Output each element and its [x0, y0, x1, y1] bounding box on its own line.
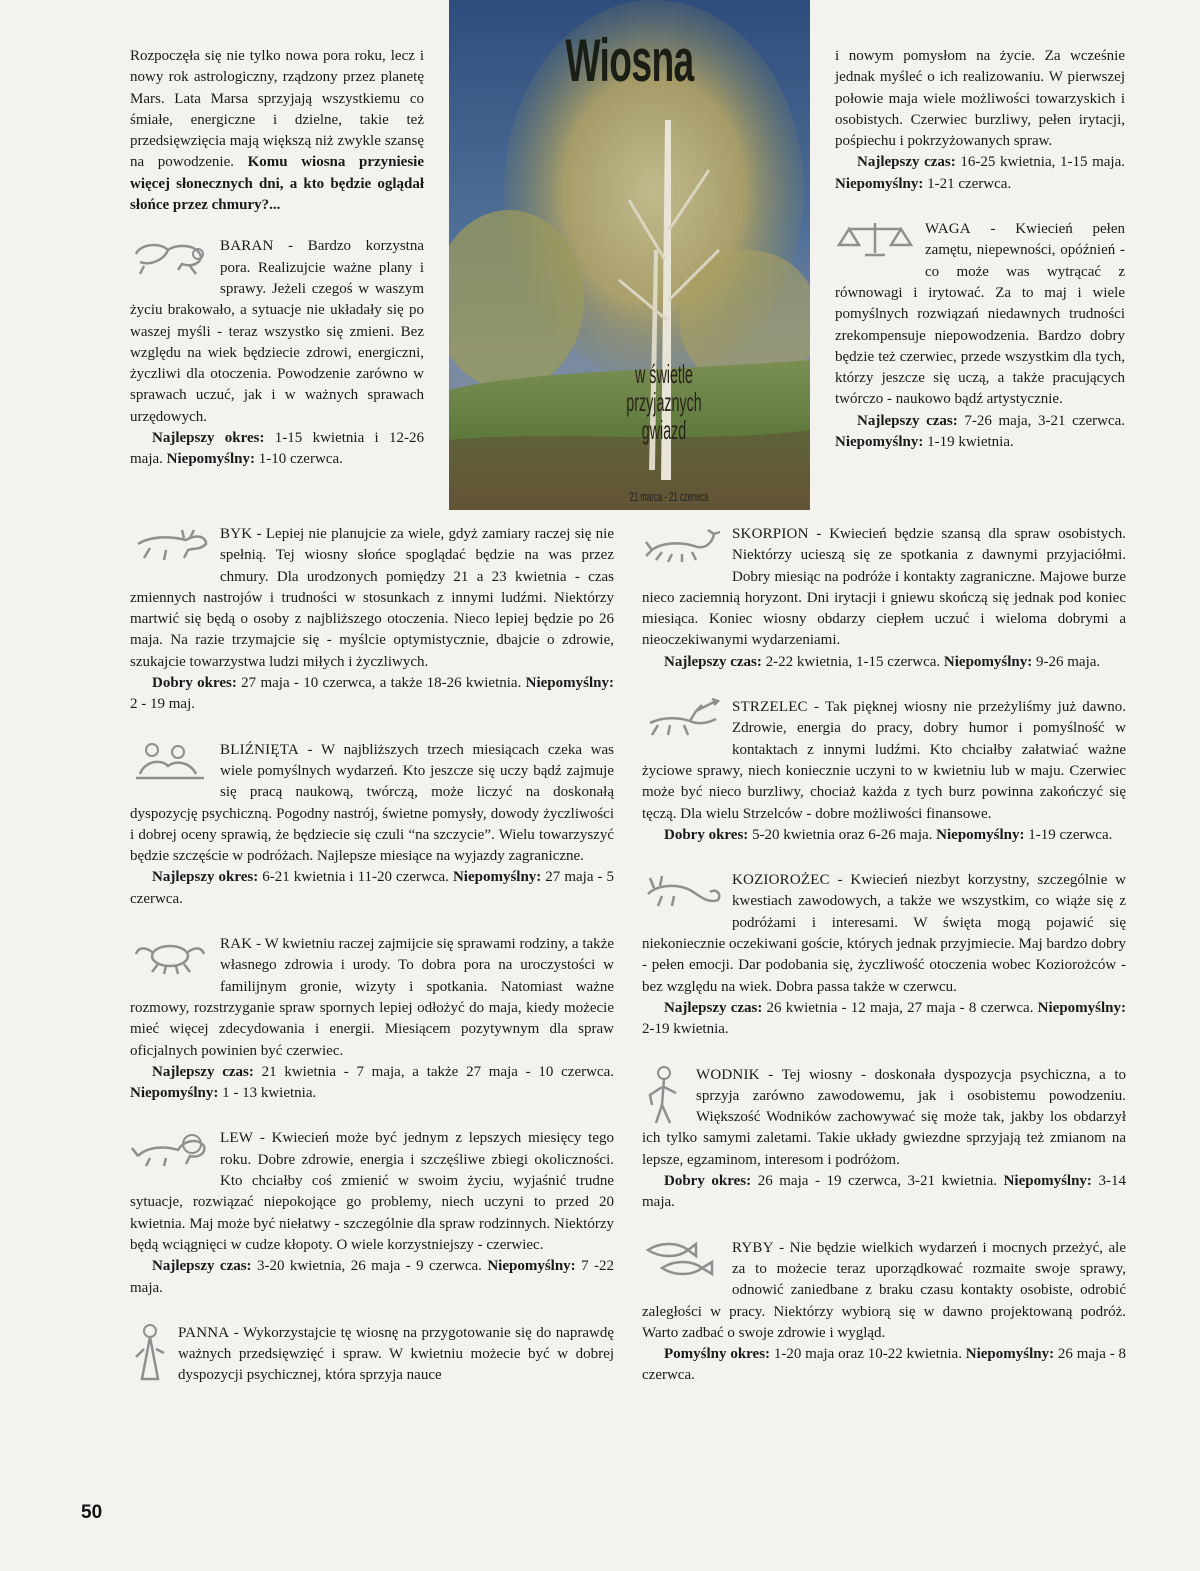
- entry-koziorozec: [642, 870, 1126, 1040]
- pisces-icon: [642, 1238, 724, 1280]
- best-label: Najlepszy czas:: [857, 154, 956, 171]
- bad-label: Niepomyślny:: [835, 175, 924, 192]
- scorpio-icon: [642, 524, 724, 566]
- intro-text: [130, 46, 424, 216]
- bad-label: Niepomyślny:: [1003, 1173, 1092, 1190]
- sagittarius-icon: [642, 697, 724, 739]
- entry-waga: [835, 219, 1125, 453]
- sign-name: WODNIK: [696, 1066, 760, 1083]
- entry-skorpion: [642, 524, 1126, 673]
- bad-label: Niepomyślny:: [835, 434, 924, 451]
- bad-dates: 2-19 kwietnia.: [642, 1021, 729, 1038]
- best-dates: 6-21 kwietnia i 11-20 czerwca.: [258, 869, 449, 886]
- sign-name: BYK: [220, 526, 253, 542]
- best-dates: 26 maja - 19 czerwca, 3-21 kwietnia.: [751, 1173, 998, 1190]
- sign-dates: [835, 152, 1125, 195]
- page-number: 50: [81, 1502, 103, 1523]
- best-dates: 5-20 kwietnia oraz 6-26 maja.: [748, 826, 933, 843]
- best-label: Najlepszy czas:: [152, 1063, 254, 1080]
- aquarius-icon: [642, 1065, 688, 1125]
- taurus-icon: [130, 524, 212, 566]
- entry-rak: [130, 934, 614, 1104]
- best-label: Dobry okres:: [152, 675, 237, 692]
- entry-strzelec: [642, 697, 1126, 846]
- intro-paragraph: Rozpoczęła się nie tylko nowa pora roku, lecz i nowy rok astrologiczny, rządzony przez planetę Mars. Lata Marsa sprzyjają wszystkiemu co śmiałe, energiczne i dzielne, takie też przedsięwzięcia mają większą niż zwykle szansę na powodzenie.: [130, 48, 424, 171]
- intro-question: Komu wiosna przyniesie więcej słonecznych dni, a kto będzie oglądał słońce przez chmury?...: [130, 154, 424, 214]
- sign-dates: [130, 1062, 614, 1105]
- left-column: [130, 524, 614, 1387]
- sign-text: - Tej wiosny - doskonała dyspozycja psychiczna, a to sprzyja zarówno zawodowemu, jak i osobistemu powodzeniu. Większość Wodników zachowywać się może tak, jakby los obdarzył ich tylko samymi zaletami. Takie układy gwiezdne sprzyjają też zmianom na lepsze, egzaminom, interesom i podróżom.: [642, 1066, 1126, 1168]
- photo-subtitle: [595, 360, 733, 444]
- bad-dates: 2 - 19 maj.: [130, 696, 195, 713]
- best-dates: 1-15 kwietnia i 12-26 maja.: [130, 430, 424, 468]
- sign-name: STRZELEC: [732, 699, 808, 716]
- bad-dates: 1-10 czerwca.: [255, 451, 343, 468]
- best-dates: 16-25 kwietnia, 1-15 maja.: [955, 154, 1126, 171]
- bad-label: Niepomyślny:: [452, 869, 542, 886]
- best-dates: 26 kwietnia - 12 maja, 27 maja - 8 czerwca.: [762, 999, 1034, 1016]
- sign-text: - Kwiecień może być jednym z lepszych miesięcy tego roku. Dobre zdrowie, energia i szczęśliwe zbiegi okoliczności. Kto chciałby coś zmienić w swoim życiu, wyjaśnić trudne sytuacje, rozwiązać niepokojące go problemy, niech uczyni to przed 20 kwietnia. Maj może być niełatwy - szczególnie dla spraw rodzinnych. Niektórzy będą wciągnięci w cudze kłopoty. O wiele korzystniejszy - czerwiec.: [130, 1130, 614, 1253]
- sign-text: - Tak pięknej wiosny nie przeżyliśmy już dawno. Zdrowie, energia do pracy, dobry humor i pomyślność w kontaktach z innymi ludźmi. Kto chciałby załatwiać ważne życiowe sprawy, niech koniecznie uczyni to w kwietniu lub w maju. Czerwiec może być nieco burzliwy, chociaż każda z tych burz powinna zakończyć się tęczą. Dla wielu Strzelców - dobre możliwości finansowe.: [642, 699, 1126, 822]
- bad-label: Niepomyślny:: [130, 1085, 219, 1102]
- entry-wodnik: [642, 1065, 1126, 1214]
- best-label: Najlepszy czas:: [664, 999, 763, 1016]
- best-dates: 3-20 kwietnia, 26 maja - 9 czerwca.: [251, 1258, 482, 1275]
- bad-dates: 1 - 13 kwietnia.: [218, 1085, 317, 1102]
- bad-dates: 7 -22 maja.: [130, 1258, 615, 1296]
- panna-continued: i nowym pomysłom na życie. Za wcześnie jednak myśleć o ich realizowaniu. W pierwszej połowie maja wiele możliwości towarzyskich i osobistych. Czerwiec burzliwy, pełen irytacji, pośpiechu i pokrzyżowanych spraw.: [835, 48, 1125, 150]
- leo-icon: [130, 1128, 212, 1170]
- cancer-icon: [130, 934, 212, 976]
- best-dates: 21 kwietnia - 7 maja, a także 27 maja - 10 czerwca.: [253, 1063, 615, 1080]
- sign-name: BLIŹNIĘTA: [220, 741, 299, 758]
- sign-text: - Kwiecień pełen zamętu, niepewności, opóźnień - co może was wytrącać z równowagi i irytować. Za to maj i wiele pomyślnych rozwiązań niedawnych trudności zrekompensuje niepowodzenia. Bardzo dobry będzie też czerwiec, przede wszystkim dla tych, którzy jeszcze się uczą, a także pracujących twórczo - naukowo bądź artystycznie.: [835, 221, 1125, 408]
- entry-lew: [130, 1128, 614, 1298]
- right-top-column: [835, 46, 1125, 453]
- best-label: Najlepszy czas:: [664, 653, 762, 670]
- photo-subtitle-line: przyjaznych: [626, 387, 702, 417]
- bad-label: Niepomyślny:: [943, 653, 1033, 670]
- best-label: Dobry okres:: [664, 826, 749, 843]
- bad-label: Niepomyślny:: [1037, 999, 1127, 1016]
- best-dates: 1-20 maja oraz 10-22 kwietnia.: [770, 1346, 962, 1363]
- sign-dates: [642, 825, 1126, 846]
- bad-label: Niepomyślny:: [965, 1346, 1055, 1363]
- entry-baran: [130, 236, 424, 470]
- right-column: [642, 524, 1126, 1387]
- sign-text: - Nie będzie wielkich wydarzeń i mocnych przeżyć, ale za to możecie teraz uporządkować rozmaite swoje sprawy, odnowić zaniedbane z braku czasu kontakty osobiste, odrobić zaległości w pracy. Niektórzy wybiorą się w dawno projektowaną podróż. Warto zadbać o swoje zdrowie i wygląd.: [642, 1239, 1126, 1341]
- sign-name: KOZIOROŻEC: [732, 872, 830, 889]
- bad-dates: 26 maja - 8 czerwca.: [642, 1346, 1126, 1384]
- virgo-icon: [130, 1323, 170, 1383]
- entry-blizneta: [130, 740, 614, 910]
- sign-dates: [130, 1256, 614, 1299]
- sign-name: WAGA: [925, 221, 971, 238]
- sign-dates: [642, 1344, 1126, 1387]
- sign-text: - Lepiej nie planujcie za wiele, gdyż zamiary raczej się nie spełnią. Tej wiosny słońce spoglądać będzie na was przez chmury. Dla urodzonych pomiędzy 21 a 23 kwietnia - czas zmiennych nastrojów i trudności w stosunkach z innymi ludźmi. Niektórzy martwić się będą o osoby z najbliższego otoczenia. Nieco lepiej będzie po 26 maja. Na razie trzymajcie się - myślcie optymistycznie, dbajcie o zdrowie, szukajcie towarzystwa ludzi miłych i życzliwych.: [130, 526, 614, 670]
- sign-dates: [642, 652, 1126, 673]
- bad-dates: 9-26 maja.: [1032, 653, 1101, 670]
- capricorn-icon: [642, 870, 724, 912]
- best-label: Najlepszy czas:: [152, 1258, 252, 1275]
- entry-ryby: [642, 1238, 1126, 1387]
- sign-text: - Kwiecień będzie szansą dla spraw osobistych. Niektórzy ucieszą się ze spotkania z dawnymi przyjaciółmi. Dobry miesiąc na podróże i kontakty zagraniczne. Majowe burze nieco zaciemnią horyzont. Dni irytacji i gniewu skończą się jednak pod koniec miesiąca. Koniec wiosny obdarzy ciepłem uczuć i wieloma dobrymi a nieoczekiwanymi wydarzeniami.: [642, 526, 1126, 649]
- sign-text: - W kwietniu raczej zajmijcie się sprawami rodziny, a także własnego zdrowia i urody. To dobra pora na uroczystości w familijnym gronie, wizyty i spotkania. Natomiast ważne rozmowy, rozstrzyganie spraw spornych lepiej odłożyć do maja, kiedy możecie mieć więcej zdecydowania i energii. Miesiącem pozytywnym dla spraw oficjalnych powinien być czerwiec.: [130, 936, 614, 1059]
- sign-name: RYBY: [732, 1239, 774, 1256]
- bad-label: Niepomyślny:: [166, 451, 255, 468]
- left-top-column: [130, 46, 424, 471]
- sign-text: - Wykorzystajcie tę wiosnę na przygotowanie się do naprawdę ważnych przedsięwzięć i spraw. W kwietniu możecie być w dobrej dyspozycji psychicznej, która sprzyja nauce: [178, 1324, 614, 1384]
- best-dates: 27 maja - 10 czerwca, a także 18-26 kwietnia.: [236, 675, 522, 692]
- best-label: Najlepszy czas:: [857, 412, 958, 429]
- sign-dates: [835, 411, 1125, 454]
- sign-name: LEW: [220, 1130, 254, 1147]
- bad-dates: 1-19 kwietnia.: [923, 434, 1014, 451]
- libra-icon: [835, 219, 917, 261]
- bad-label: Niepomyślny:: [487, 1258, 576, 1275]
- bad-dates: 1-21 czerwca.: [923, 175, 1012, 192]
- sign-dates: [130, 867, 614, 910]
- photo-subtitle-line: w świetle: [634, 359, 694, 389]
- sign-name: RAK: [220, 936, 253, 953]
- entry-panna: [130, 1323, 614, 1387]
- bad-dates: 27 maja - 5 czerwca.: [130, 869, 614, 907]
- sign-dates: [642, 1171, 1126, 1214]
- photo-dates: 21 marca - 21 czerwca: [629, 489, 709, 504]
- best-label: Najlepszy okres:: [152, 430, 265, 447]
- gemini-icon: [130, 740, 212, 782]
- sign-text: - Kwiecień niezbyt korzystny, szczególnie w kwestiach zawodowych, a także we wszystkim, co wiąże się z podróżami i interesami. W święta mogą pojawić się niekoniecznie oczekiwani goście, których jednak przyjmiecie. Maj bardzo dobry - pełen emocji. Dar podobania się, życzliwość otoczenia wobec Koziorożców - bez względu na wiek. Dobra passa także w czerwcu.: [642, 872, 1126, 995]
- photo-title: Wiosna: [565, 27, 694, 94]
- sign-text: - W najbliższych trzech miesiącach czeka was wiele pomyślnych wydarzeń. Kto jeszcze się uczy bądź zajmuje się pracą naukową, twórczą, może liczyć na doskonałą dyspozycję psychiczną. Pogodny nastrój, świetne pomysły, dowody życzliwości i dobrej oceny sprawią, że będziecie się czuli “na szczycie”. Wielu towarzyszyć będzie szczęście w podróżach. Najlepsze miesiące na wyjazdy zagraniczne.: [130, 741, 614, 865]
- bad-label: Niepomyślny:: [936, 826, 1025, 843]
- aries-icon: [130, 236, 212, 278]
- cover-photo: [449, 0, 810, 510]
- bad-dates: 3-14 maja.: [642, 1173, 1126, 1211]
- sign-name: SKORPION: [732, 526, 809, 542]
- photo-subtitle-line: gwiazd: [641, 415, 687, 445]
- best-label: Pomyślny okres:: [664, 1346, 771, 1363]
- sign-dates: [642, 998, 1126, 1041]
- sign-dates: [130, 673, 614, 716]
- entry-byk: [130, 524, 614, 716]
- sign-dates: [130, 428, 424, 471]
- sign-text: - Bardzo korzystna pora. Realizujcie ważne plany i sprawy. Jeżeli czegoś w waszym życiu brakowało, a sytuacje nie układały się po waszej myśli - teraz wszystko się zmieni. Bez względu na wiek będziecie zdrowi, energiczni, życzliwi dla otoczenia. Powodzenie zarówno w sprawach uczuć, jak i w ważnych sprawach urzędowych.: [130, 238, 424, 425]
- best-dates: 7-26 maja, 3-21 czerwca.: [957, 412, 1125, 429]
- best-label: Dobry okres:: [664, 1173, 752, 1190]
- best-dates: 2-22 kwietnia, 1-15 czerwca.: [761, 653, 941, 670]
- sign-name: PANNA: [178, 1324, 230, 1341]
- bad-dates: 1-19 czerwca.: [1024, 826, 1113, 843]
- bad-label: Niepomyślny:: [525, 675, 614, 692]
- best-label: Najlepszy okres:: [152, 869, 259, 886]
- sign-name: BARAN: [220, 238, 274, 255]
